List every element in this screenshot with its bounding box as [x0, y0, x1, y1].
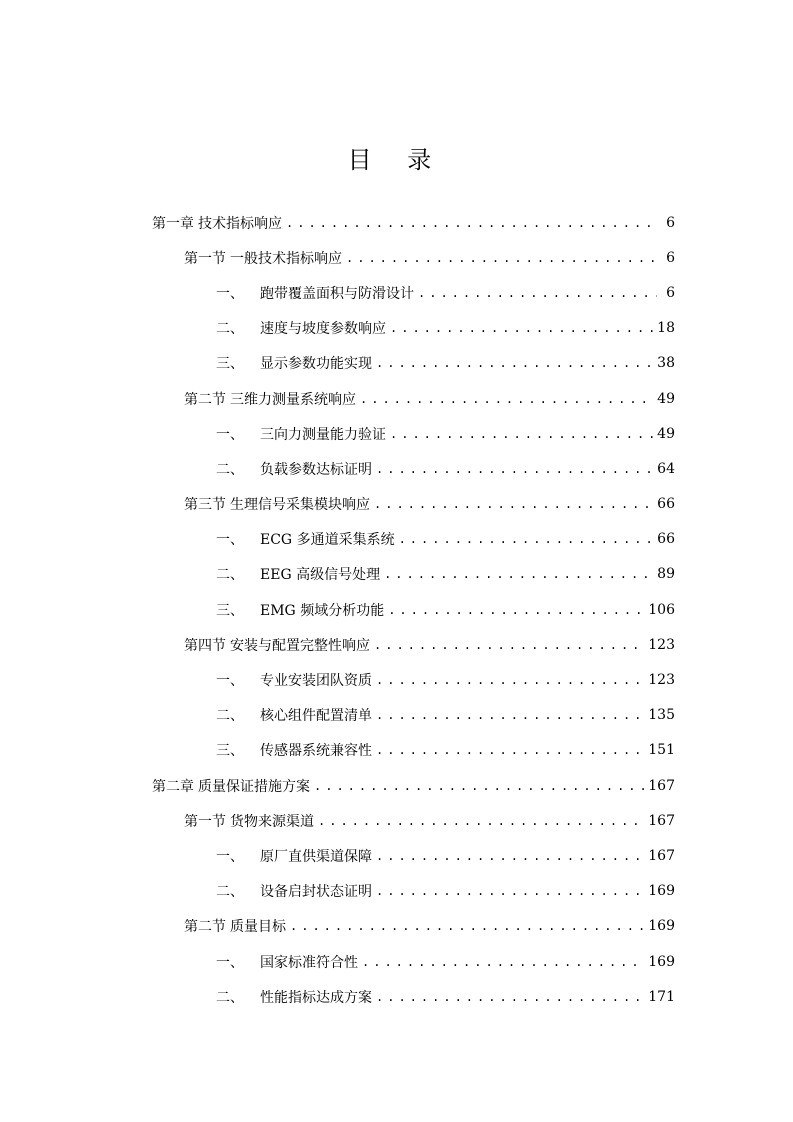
toc-entry-label [216, 529, 395, 549]
toc-entry-number: 二、 [216, 461, 244, 478]
toc-entry-number: 第三节 [184, 497, 226, 514]
toc-entry-label [184, 916, 286, 936]
toc-entry-number: 第一节 [184, 813, 226, 830]
toc-dot-leader [318, 814, 644, 828]
toc-entry-label [216, 564, 380, 584]
toc-entry-page-number: 49 [657, 390, 675, 407]
toc-dot-leader [314, 779, 644, 793]
toc-dot-leader [374, 497, 653, 511]
toc-dot-leader [286, 216, 657, 230]
toc-entry-page-number: 167 [648, 812, 675, 829]
toc-dot-leader [388, 603, 644, 617]
toc-entry-label [152, 776, 310, 796]
toc-entry-page-number: 18 [657, 320, 675, 337]
toc-entry-text: 显示参数功能实现 [260, 356, 372, 373]
toc-entry-page-number: 64 [657, 460, 675, 477]
toc-dot-leader [376, 849, 644, 863]
toc-dot-leader [376, 708, 644, 722]
toc-entry-page-number: 66 [657, 496, 675, 513]
toc-entry-text: 一般技术指标响应 [230, 250, 342, 267]
toc-entry[interactable] [152, 944, 675, 979]
toc-entry-text: 国家标准符合性 [260, 954, 358, 971]
toc-entry-page-number: 123 [648, 636, 675, 653]
toc-dot-leader [376, 743, 644, 757]
toc-entry-text: 质量保证措施方案 [198, 778, 310, 795]
toc-entry-number: 第二节 [184, 919, 226, 936]
toc-entry-text: 负载参数达标证明 [260, 461, 372, 478]
toc-dot-leader [360, 392, 653, 406]
toc-entry-page-number: 106 [648, 601, 675, 618]
toc-entry[interactable] [152, 662, 675, 697]
toc-entry-page-number: 89 [657, 566, 675, 583]
toc-entry-text: 跑带覆盖面积与防滑设计 [260, 285, 414, 302]
toc-entry-page-number: 6 [666, 284, 675, 301]
toc-dot-leader [390, 427, 653, 441]
toc-entry[interactable] [152, 275, 675, 310]
toc-entry-page-number: 169 [648, 883, 675, 900]
toc-entry-text: 质量目标 [230, 919, 286, 936]
toc-entry[interactable] [152, 381, 675, 416]
toc-entry-page-number: 38 [657, 355, 675, 372]
toc-dot-leader [390, 321, 653, 335]
toc-entry-page-number: 171 [648, 988, 675, 1005]
toc-entry[interactable] [152, 487, 675, 522]
toc-entry-text: EMG 频域分析功能 [260, 602, 385, 619]
toc-entry[interactable] [152, 205, 675, 240]
toc-entry-label [216, 670, 372, 690]
toc-entry-text: 原厂直供渠道保障 [260, 848, 372, 865]
toc-entry-label [216, 459, 372, 479]
toc-entry-number: 一、 [216, 848, 244, 865]
toc-entry-page-number: 66 [657, 531, 675, 548]
toc-entry[interactable] [152, 311, 675, 346]
toc-entry[interactable] [152, 768, 675, 803]
toc-entry-page-number: 135 [648, 707, 675, 724]
toc-entry-page-number: 6 [666, 214, 675, 231]
toc-entry-number: 一、 [216, 426, 244, 443]
toc-entry-label [216, 987, 372, 1007]
toc-entry-label [184, 811, 314, 831]
toc-entry[interactable] [152, 557, 675, 592]
toc-dot-leader [362, 955, 644, 969]
toc-entry[interactable] [152, 698, 675, 733]
toc-entry-number: 一、 [216, 532, 244, 549]
toc-entry-label [216, 353, 372, 373]
toc-entry-number: 二、 [216, 708, 244, 725]
toc-entry-text: 速度与坡度参数响应 [260, 321, 386, 338]
toc-entry[interactable] [152, 416, 675, 451]
toc-dot-leader [346, 251, 657, 265]
toc-entry-label [152, 213, 282, 233]
toc-dot-leader [376, 673, 644, 687]
toc-entry[interactable] [152, 838, 675, 873]
toc-entry[interactable] [152, 979, 675, 1014]
toc-entry-number: 二、 [216, 884, 244, 901]
toc-entry-page-number: 123 [648, 672, 675, 689]
toc-entry[interactable] [152, 909, 675, 944]
toc-entry-label [216, 600, 384, 620]
toc-entry[interactable] [152, 803, 675, 838]
toc-entry-page-number: 49 [657, 425, 675, 442]
toc-entry[interactable] [152, 874, 675, 909]
toc-entry-page-number: 167 [648, 847, 675, 864]
toc-entry-label [216, 881, 372, 901]
toc-dot-leader [399, 532, 654, 546]
toc-entry-number: 三、 [216, 356, 244, 373]
toc-entry-label [216, 740, 372, 760]
toc-entry-text: 设备启封状态证明 [260, 884, 372, 901]
toc-entry-label [216, 283, 414, 303]
toc-entry-number: 第一章 [152, 215, 194, 232]
toc-entry-text: 安装与配置完整性响应 [230, 637, 370, 654]
toc-entry-number: 三、 [216, 743, 244, 760]
toc-entry-page-number: 151 [648, 742, 675, 759]
toc-dot-leader [290, 919, 644, 933]
toc-dot-leader [376, 990, 644, 1004]
toc-entry-text: EEG 高级信号处理 [260, 567, 381, 584]
toc-entry-label [216, 424, 386, 444]
toc-entry-text: 货物来源渠道 [230, 813, 314, 830]
toc-entry-label [184, 494, 370, 514]
toc-entry-text: 传感器系统兼容性 [260, 743, 372, 760]
toc-entry-label [216, 705, 372, 725]
toc-entry-number: 一、 [216, 285, 244, 302]
toc-entry-text: 三向力测量能力验证 [260, 426, 386, 443]
toc-entry-label [216, 952, 358, 972]
toc-dot-leader [418, 286, 657, 300]
toc-entry-text: 专业安装团队资质 [260, 673, 372, 690]
toc-entry-text: 生理信号采集模块响应 [230, 497, 370, 514]
toc-entry[interactable] [152, 733, 675, 768]
toc-dot-leader [376, 884, 644, 898]
toc-entry-number: 三、 [216, 602, 244, 619]
page-title: 目 录 [347, 146, 446, 174]
toc-entry[interactable] [152, 240, 675, 275]
toc-entry-label [184, 635, 370, 655]
toc-entry-text: 三维力测量系统响应 [230, 391, 356, 408]
toc-entry-text: 性能指标达成方案 [260, 989, 372, 1006]
toc-entry-number: 第二章 [152, 778, 194, 795]
toc-entry-page-number: 169 [648, 953, 675, 970]
toc-entry-label [216, 846, 372, 866]
toc-entry-number: 二、 [216, 989, 244, 1006]
toc-dot-leader [376, 462, 653, 476]
toc-dot-leader [384, 567, 653, 581]
toc-dot-leader [376, 356, 653, 370]
toc-entry[interactable] [152, 451, 675, 486]
toc-entry-number: 第一节 [184, 250, 226, 267]
table-of-contents [152, 205, 675, 1014]
toc-entry-number: 一、 [216, 673, 244, 690]
toc-entry[interactable] [152, 522, 675, 557]
toc-entry-text: 技术指标响应 [198, 215, 282, 232]
toc-entry-number: 二、 [216, 567, 244, 584]
toc-dot-leader [374, 638, 644, 652]
toc-entry-label [216, 318, 386, 338]
toc-entry-label [184, 389, 356, 409]
toc-entry-text: ECG 多通道采集系统 [260, 532, 395, 549]
toc-entry-number: 第二节 [184, 391, 226, 408]
toc-entry[interactable] [152, 592, 675, 627]
toc-entry[interactable] [152, 346, 675, 381]
toc-entry-number: 第四节 [184, 637, 226, 654]
toc-entry-page-number: 6 [666, 249, 675, 266]
toc-entry-number: 一、 [216, 954, 244, 971]
toc-entry[interactable] [152, 627, 675, 662]
toc-entry-page-number: 169 [648, 918, 675, 935]
toc-entry-label [184, 248, 342, 268]
toc-entry-page-number: 167 [648, 777, 675, 794]
toc-entry-number: 二、 [216, 321, 244, 338]
toc-entry-text: 核心组件配置清单 [260, 708, 372, 725]
